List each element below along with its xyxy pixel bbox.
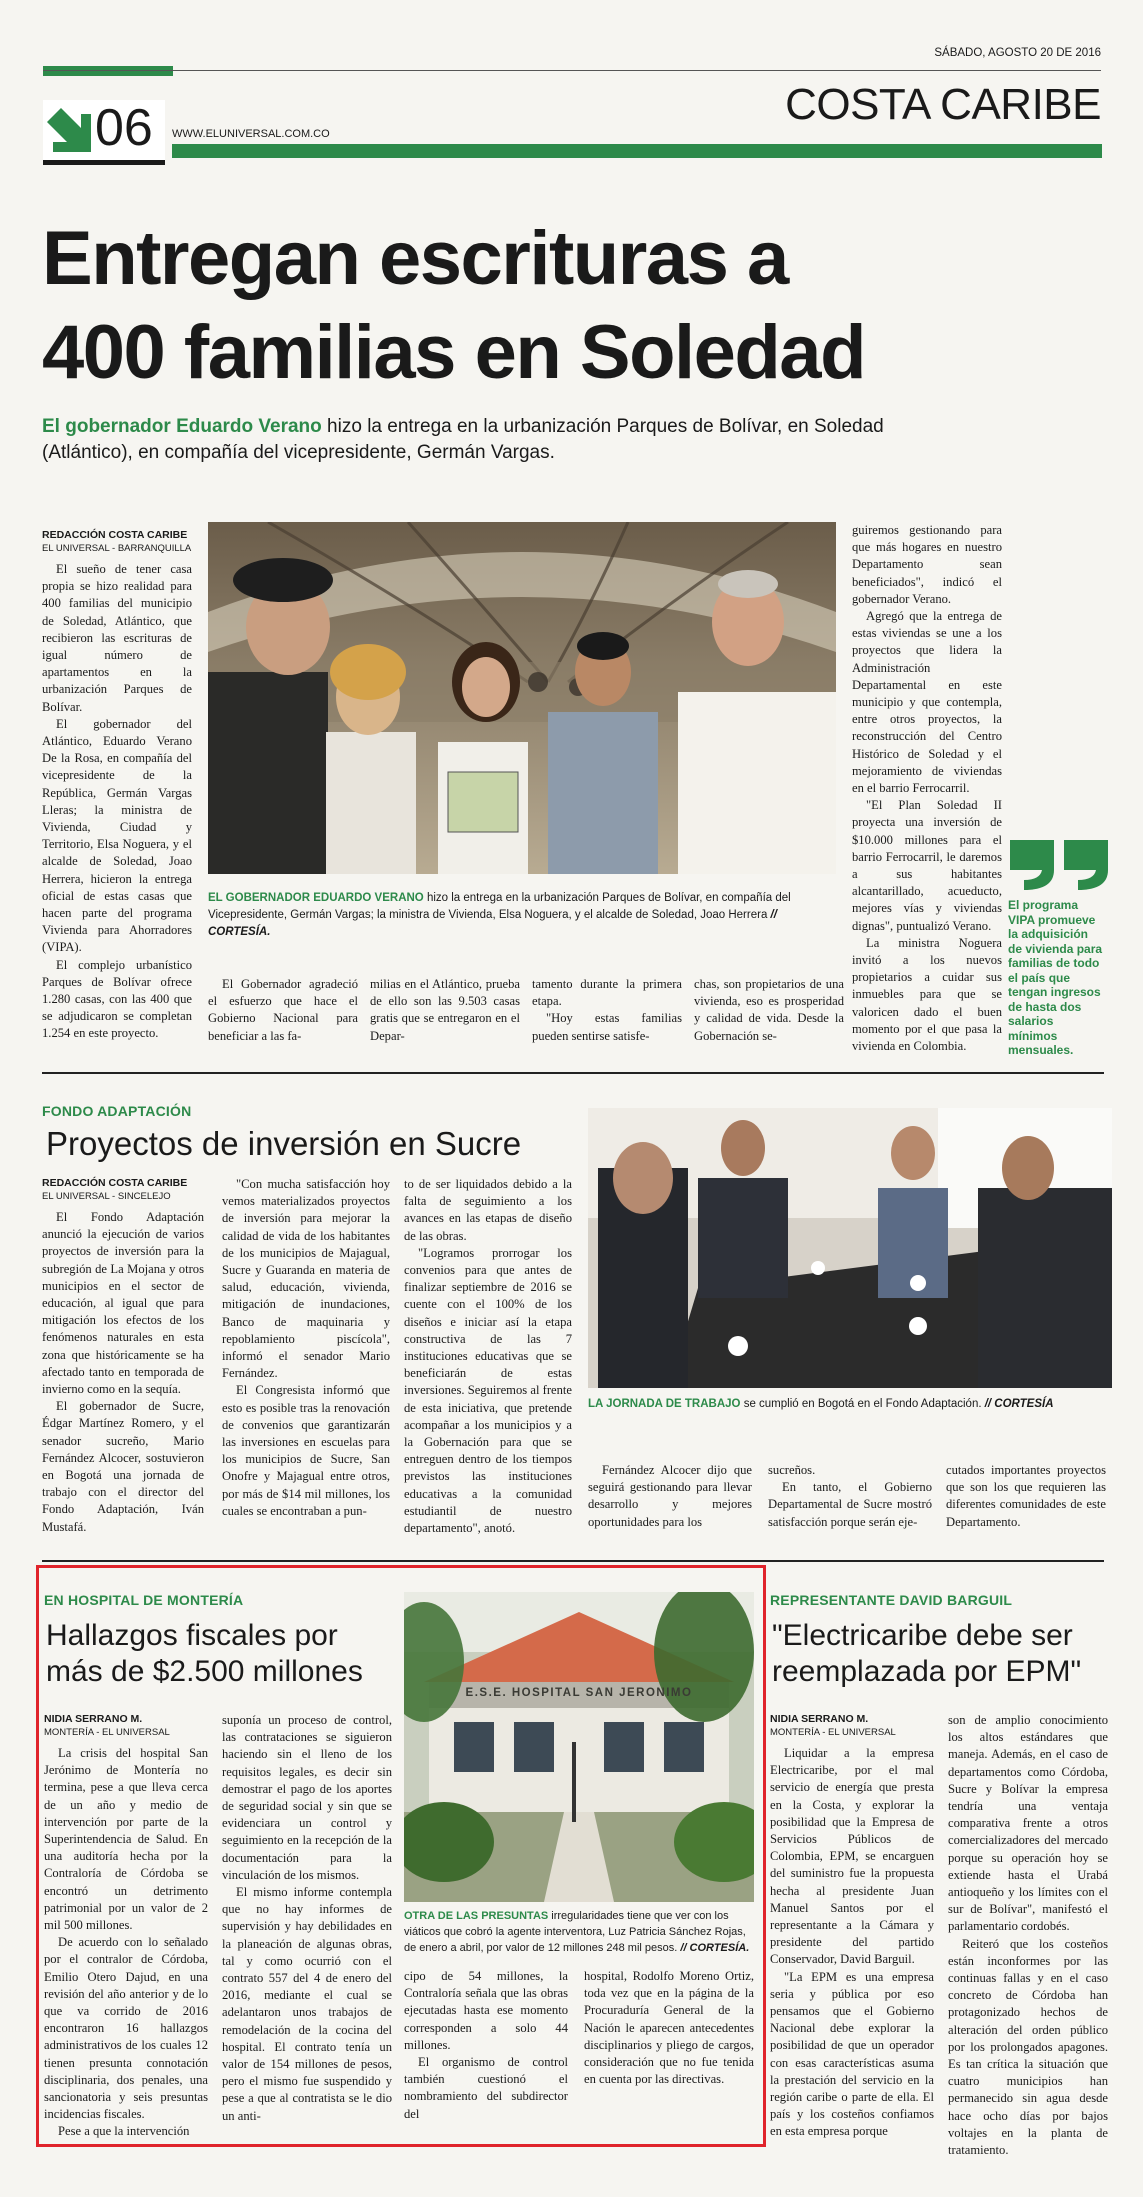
paragraph: El gobernador del Atlántico, Eduardo Verano De la Rosa, en compañía del vicepresidente de la República, Germán Vargas Lleras; la ministra de Vivienda, Ciudad y Territorio, Elsa Noguera, y el alcalde de Soledad, Joao Herrera, hicieron la entrega oficial de estas casas que hacen parte del programa Vivienda para Ahorradores (VIPA). xyxy=(42,716,192,955)
caption-credit: // CORTESÍA xyxy=(981,1398,1054,1410)
paragraph: guiremos gestionando para que más hogares en nuestro Departamento sean beneficiados", indicó el gobernador Verano. xyxy=(852,523,1002,606)
sucre-col3 xyxy=(404,1176,572,1537)
header-top-bar xyxy=(43,66,173,76)
sucre-photo xyxy=(588,1108,1112,1388)
header-green-rule xyxy=(172,144,1102,158)
sucre-col6 xyxy=(946,1462,1106,1531)
sidebar-quote: El programa VIPA promueve la adquisición de vivienda para familias de todo el país que tengan ingresos de hasta dos salarios mínimos mensuales. xyxy=(1008,898,1103,1057)
sucre-kicker: FONDO ADAPTACIÓN xyxy=(42,1103,192,1119)
barguil-headline-line1: "Electricaribe debe ser xyxy=(772,1619,1073,1652)
arrow-down-right-icon xyxy=(47,108,91,152)
paragraph: "Con mucha satisfacción hoy vemos materializados proyectos de inversión para mejorar la calidad de vida de los habitantes de los municipios de Majagual, Sucre y Guaranda en materia de salud, educación, vivienda, mitigación de inundaciones, Banco de maquinaria y repoblamiento piscícola", informó el senador Mario Fernández. xyxy=(222,1177,390,1381)
paragraph: La crisis del hospital San Jerónimo de Montería no termina, pese a que lleva cerca de un año y medio de intervención por parte de la Superintendencia de Salud. En una auditoría hecha por la Contraloría de Córdoba se encontró un detrimento patrimonial por un valor de 2 mil 500 millones. xyxy=(44,1746,208,1933)
main-col6 xyxy=(852,522,1002,1055)
paragraph: chas, son propietarios de una vivienda, eso es prosperidad y calidad de vida. Desde la Gobernación se- xyxy=(694,977,844,1043)
caption-text: hizo la entrega en la urbanización Parques de Bolívar, en compañía del Vicepresidente, Germán Vargas; la ministra de Vivienda, Elsa Noguera, y el alcalde de Soledad, Joao Herrera xyxy=(208,892,791,921)
sucre-col1 xyxy=(42,1176,204,1536)
monteria-headline-line2: más de $2.500 millones xyxy=(46,1655,363,1688)
caption-label: EL GOBERNADOR EDUARDO VERANO xyxy=(208,892,424,904)
paragraph: El sueño de tener casa propia se hizo realidad para 400 familias del municipio de Soledad, Atlántico, que recibieron las escrituras de igual número de apartamentos en la urbanización Parques de Bolívar. xyxy=(42,562,192,714)
deck-rest: hizo la entrega en la urbanización Parques de Bolívar, en Soledad xyxy=(321,416,884,437)
header-rule-top xyxy=(43,70,1101,71)
main-headline-line2: 400 familias en Soledad xyxy=(42,310,865,395)
monteria-col1 xyxy=(44,1712,208,2141)
barguil-col2 xyxy=(948,1712,1108,2159)
main-photo-caption xyxy=(208,890,838,941)
quote-marks-icon xyxy=(1008,838,1112,897)
caption-label: OTRA DE LAS PRESUNTAS xyxy=(404,1910,549,1922)
main-col1 xyxy=(42,528,192,1043)
section-divider xyxy=(42,1560,1104,1562)
monteria-col4 xyxy=(584,1968,754,2088)
main-headline-line1: Entregan escrituras a xyxy=(42,216,788,301)
main-headline xyxy=(42,212,865,400)
paragraph: cipo de 54 millones, la Contraloría señala que las obras ejecutadas hasta ese momento corresponden a solo 44 millones. xyxy=(404,1969,568,2052)
barguil-headline-line2: reemplazada por EPM" xyxy=(772,1655,1082,1688)
byline: REDACCIÓN COSTA CARIBE xyxy=(42,1177,188,1189)
paragraph: En tanto, el Gobierno Departamental de Sucre mostró satisfacción porque serán eje- xyxy=(768,1480,932,1529)
main-deck xyxy=(42,414,1102,466)
barguil-col1 xyxy=(770,1712,934,2141)
caption-credit: // CORTESÍA. xyxy=(208,909,777,938)
monteria-headline xyxy=(46,1618,363,1690)
paragraph: "Hoy estas familias pueden sentirse satisfe- xyxy=(532,1011,682,1043)
deck-line2: (Atlántico), en compañía del vicepresidente, Germán Vargas. xyxy=(42,442,555,463)
byline: REDACCIÓN COSTA CARIBE xyxy=(42,529,188,541)
sucre-photo-caption xyxy=(588,1396,1112,1413)
paragraph: El gobernador de Sucre, Édgar Martínez Romero, y el senador sucreño, Mario Fernández Alcocer, sostuvieron en Bogotá una jornada de trabajo con el director del Fondo Adaptación, Iván Mustafá. xyxy=(42,1399,204,1534)
paragraph: "El Plan Soledad II proyecta una inversión de $10.000 millones para el barrio Ferrocarril, le daremos a sus habitantes alcantarillado, acueducto, mejores vías y viviendas dignas", puntualizó Verano. xyxy=(852,798,1002,933)
byline: NIDIA SERRANO M. xyxy=(44,1713,143,1725)
paragraph: Agregó que la entrega de estas viviendas se une a los proyectos que lidera la Administración Departamental en este municipio y que contempla, entre otros proyectos, la reconstrucción del Centro Histórico de Soledad y el mejoramiento de viviendas en el barrio Ferrocarril. xyxy=(852,609,1002,796)
paragraph: Fernández Alcocer dijo que seguirá gestionando para llevar desarrollo y mejores oportunidades para los xyxy=(588,1463,752,1529)
page-number-box xyxy=(43,100,165,162)
paragraph: La ministra Noguera invitó a los nuevos propietarios a cuidar sus inmuebles para que se valoricen dado el buen momento por el que pasa la vivienda en Colombia. xyxy=(852,935,1002,1054)
paragraph: milias en el Atlántico, prueba de ello son las 9.503 casas gratis que se entregaron en el Depar- xyxy=(370,977,520,1043)
paragraph: suponía un proceso de control, las contrataciones se siguieron haciendo sin el lleno de los requisitos legales, es decir sin demostrar el pago de los aportes de seguridad social y sin que se evidenciara un control y seguimiento en la recepción de la documentación para la vinculación de los mismos. xyxy=(222,1713,392,1882)
paragraph: El organismo de control también cuestionó el nombramiento del subdirector del xyxy=(404,2055,568,2121)
paragraph: El Gobernador agradeció el esfuerzo que hace el Gobierno Nacional para beneficiar a las fa- xyxy=(208,977,358,1043)
main-col4 xyxy=(532,976,682,1045)
paragraph: to de ser liquidados debido a la falta de seguimiento a los avances en las etapas de diseño de las obras. xyxy=(404,1177,572,1243)
page-number: 06 xyxy=(95,99,153,157)
sucre-col2 xyxy=(222,1176,390,1520)
section-title: COSTA CARIBE xyxy=(785,80,1101,129)
paragraph: son de amplio conocimiento los altos estándares que maneja. Además, en el caso de departamentos como Córdoba, Sucre y Bolívar la empresa tendría una ventaja comparativa frente a otros comercializadores del mercado porque su operación hoy se extiende hasta el Urabá antioqueño y los límites con el sur de Bolívar", manifestó el parlamentario cordobés. xyxy=(948,1713,1108,1934)
hospital-sign: E.S.E. HOSPITAL SAN JERONIMO xyxy=(465,1687,693,1699)
caption-text: se cumplió en Bogotá en el Fondo Adaptación. xyxy=(740,1398,982,1410)
paragraph: hospital, Rodolfo Moreno Ortiz, toda vez que en la página de la Procuraduría General de la Nación le aparecen antecedentes disciplinarios y pliego de cargos, consideración que no fue tenida en cuenta por las directivas. xyxy=(584,1969,754,2087)
paragraph: El complejo urbanístico Parques de Bolívar ofrece 1.280 casas, con las 400 que se adjudicaron se completan 1.254 en este proyecto. xyxy=(42,957,192,1041)
monteria-photo xyxy=(404,1592,754,1902)
paragraph: Reiteró que los costeños están inconformes por las continuas fallas y en el caso concreto de Córdoba han protagonizado hechos de alteración del orden público por los prolongados apagones. Es tan crítica la situación que cuatro municipios han permanecido sin agua desde hace ocho días por bajos voltajes en la planta de tratamiento. xyxy=(948,1936,1108,2158)
monteria-col2 xyxy=(222,1712,392,2125)
monteria-col3 xyxy=(404,1968,568,2123)
website-link[interactable]: WWW.ELUNIVERSAL.COM.CO xyxy=(172,128,330,140)
caption-credit: // CORTESÍA. xyxy=(677,1942,750,1954)
paragraph: Liquidar a la empresa Electricaribe, por el mal servicio de energía que presta en la Costa, y explorar la posibilidad que la Empresa de Servicios Públicos de Colombia, EPM, se encarguen del suministro fue la propuesta hecha al presidente Juan Manuel Santos por el representante a la Cámara y presidente del partido Conservador, David Barguil. xyxy=(770,1746,934,1967)
monteria-kicker: EN HOSPITAL DE MONTERÍA xyxy=(44,1592,244,1608)
main-col3 xyxy=(370,976,520,1045)
main-col2 xyxy=(208,976,358,1045)
barguil-headline xyxy=(772,1618,1081,1690)
dateline: MONTERÍA - EL UNIVERSAL xyxy=(44,1727,170,1738)
paragraph: De acuerdo con lo señalado por el contralor de Córdoba, Emilio Otero Dajud, en una revisión del año anterior y de lo que va corrido de 2016 encontraron 16 hallazgos administrativos de los cuales 12 tienen presunta connotación disciplinaria, dos penales, una sancionatoria y seis presuntas incidencias fiscales. xyxy=(44,1935,208,2122)
issue-date: SÁBADO, AGOSTO 20 DE 2016 xyxy=(934,47,1101,59)
dateline: EL UNIVERSAL - BARRANQUILLA xyxy=(42,543,192,554)
main-col5 xyxy=(694,976,844,1045)
sucre-col4 xyxy=(588,1462,752,1531)
barguil-kicker: REPRESENTANTE DAVID BARGUIL xyxy=(770,1592,1013,1608)
paragraph: El mismo informe contempla que no hay informes de supervisión y hay debilidades en la planeación de algunas obras, tal y como ocurrió con el contrato 557 del 4 de enero del 2016, mediante el cual se adelantaron unos trabajos de remodelación de la cocina del hospital. El contrato tenía un valor de 154 millones de pesos, pero el mismo fue suspendido y pese a que al contratista se le dio un anti- xyxy=(222,1885,392,2123)
section-divider xyxy=(42,1072,1104,1074)
caption-label: LA JORNADA DE TRABAJO xyxy=(588,1398,741,1410)
deck-highlight: El gobernador Eduardo Verano xyxy=(42,416,322,437)
dateline: MONTERÍA - EL UNIVERSAL xyxy=(770,1727,896,1738)
main-photo xyxy=(208,522,836,874)
paragraph: "Logramos prorrogar los convenios para que antes de finalizar septiembre de 2016 se cuente con el 100% de los diseños e iniciar así la etapa constructiva de las 7 instituciones educativas que se beneficiarán de estas inversiones. Seguiremos al frente de esta iniciativa, que pretende acompañar a los municipios y a la Gobernación para que se entreguen dentro de los tiempos previstos las instituciones educativas a la comunidad estudiantil de nuestro departamento", anotó. xyxy=(404,1245,572,1536)
paragraph: El Fondo Adaptación anunció la ejecución de varios proyectos de inversión para la subregión de La Mojana y otros municipios en el sector de educación, al igual que para mitigación los efectos de los fenómenos naturales en esta zona que históricamente se ha afectado tanto en temporada de invierno como en la sequía. xyxy=(42,1210,204,1397)
byline: NIDIA SERRANO M. xyxy=(770,1713,869,1725)
paragraph: Pese a que la intervención xyxy=(58,2124,190,2139)
sucre-headline: Proyectos de inversión en Sucre xyxy=(46,1125,522,1162)
monteria-headline-line1: Hallazgos fiscales por xyxy=(46,1619,338,1652)
paragraph: El Congresista informó que esto es posible tras la renovación de convenios que garantizarán las inversiones en escuelas para los municipios de Sucre, San Onofre y Majagual entre otros, por más de $14 mil millones, los cuales se encontraban a pun- xyxy=(222,1383,390,1518)
paragraph: "La EPM es una empresa seria y pública por eso pensamos que el Gobierno Nacional debe explorar la posibilidad de que un operador con esas características asuma la prestación del servicio en la región caribe o parte de ella. El país y los costeños confiamos en esta empresa porque xyxy=(770,1969,934,2139)
page-number-underline xyxy=(43,160,165,165)
caption-text: irregularidades tiene que ver con los viáticos que cobró la agente interventora, Luz Patricia Sánchez Rojas, de enero a abril, por valor de 12 millones 248 mil pesos. xyxy=(404,1910,746,1954)
sucre-col5 xyxy=(768,1462,932,1531)
paragraph: cutados importantes proyectos que son los que requieren las diferentes comunidades de este Departamento. xyxy=(946,1463,1106,1529)
dateline: EL UNIVERSAL - SINCELEJO xyxy=(42,1191,171,1202)
monteria-photo-caption xyxy=(404,1908,756,1956)
paragraph: sucreños. xyxy=(768,1463,816,1477)
paragraph: tamento durante la primera etapa. xyxy=(532,977,682,1009)
